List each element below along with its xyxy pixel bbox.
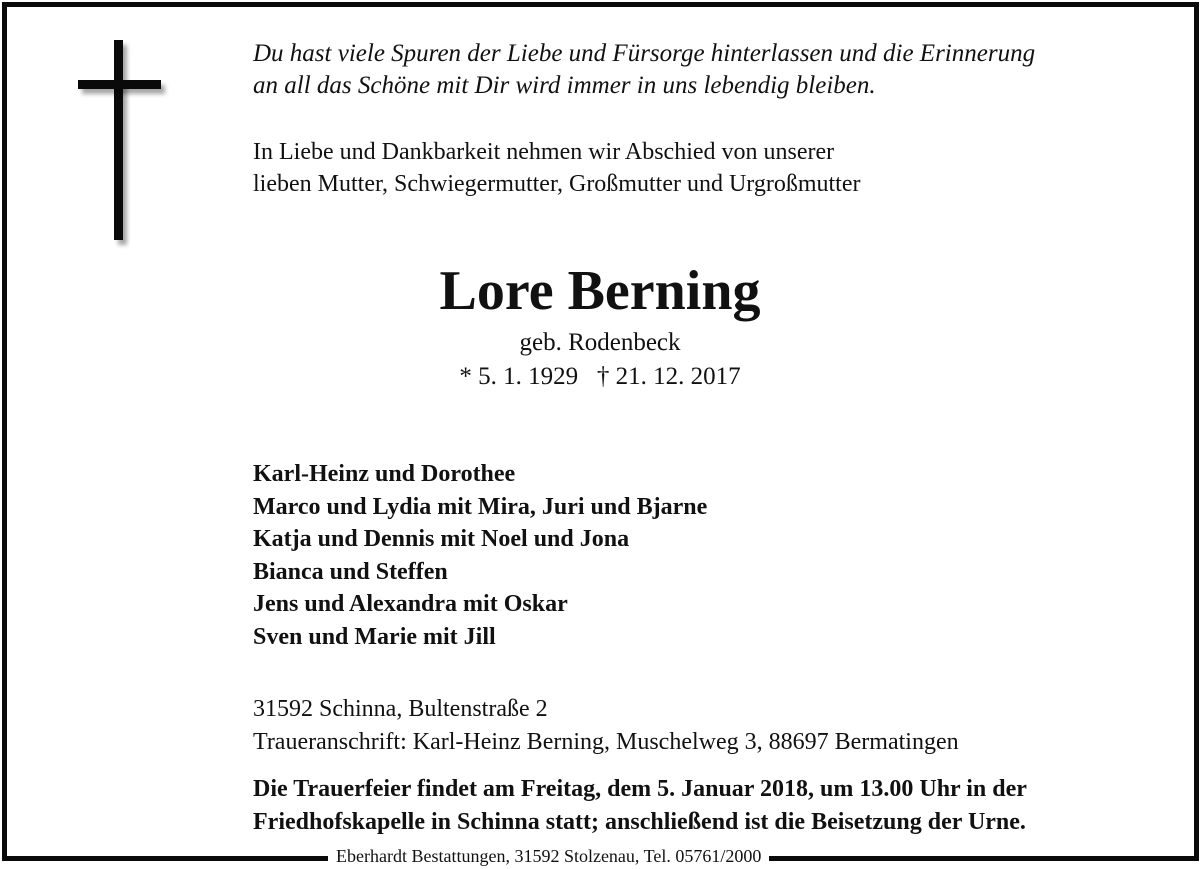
mourning-address: Traueranschrift: Karl-Heinz Berning, Muschelweg 3, 88697 Bermatingen — [253, 729, 959, 755]
ceremony-line-1: Die Trauerfeier findet am Freitag, dem 5. Januar 2018, um 13.00 Uhr in der — [253, 776, 1027, 802]
motto-line-1: Du hast viele Spuren der Liebe und Fürsorge hinterlassen und die Erinnerung — [253, 40, 1036, 67]
funeral-home-footer: Eberhardt Bestattungen, 31592 Stolzenau, Tel. 05761/2000 — [328, 843, 769, 869]
intro-line-2: lieben Mutter, Schwiegermutter, Großmutter und Urgroßmutter — [253, 171, 861, 197]
birth-name: geb. Rodenbeck — [519, 329, 681, 356]
mourner-entry: Marco und Lydia mit Mira, Juri und Bjarne — [253, 493, 708, 520]
mourner-entry: Karl-Heinz und Dorothee — [253, 461, 516, 487]
residence-address: 31592 Schinna, Bultenstraße 2 — [253, 696, 548, 722]
intro-line-1: In Liebe und Dankbarkeit nehmen wir Abschied von unserer — [253, 139, 835, 165]
mourners-list — [253, 458, 707, 653]
cross-horizontal-beam — [78, 80, 161, 89]
ceremony-line-2: Friedhofskapelle in Schinna statt; anschließend ist die Beisetzung der Urne. — [253, 809, 1026, 835]
mourner-entry: Bianca und Steffen — [253, 558, 448, 585]
cross-vertical-beam — [114, 40, 123, 240]
intro-text — [253, 136, 861, 200]
cross-icon — [78, 40, 168, 250]
motto-quote — [253, 38, 1163, 102]
mourner-entry: Sven und Marie mit Jill — [253, 623, 496, 650]
mourner-entry: Katja und Dennis mit Noel und Jona — [253, 526, 630, 552]
mourner-entry: Jens und Alexandra mit Oskar — [253, 591, 568, 617]
address-block — [253, 693, 959, 759]
deceased-name: Lore Berning — [439, 260, 761, 322]
life-dates: * 5. 1. 1929 † 21. 12. 2017 — [459, 363, 741, 390]
motto-line-2: an all das Schöne mit Dir wird immer in uns lebendig bleiben. — [253, 72, 876, 99]
ceremony-notice — [253, 773, 1027, 839]
